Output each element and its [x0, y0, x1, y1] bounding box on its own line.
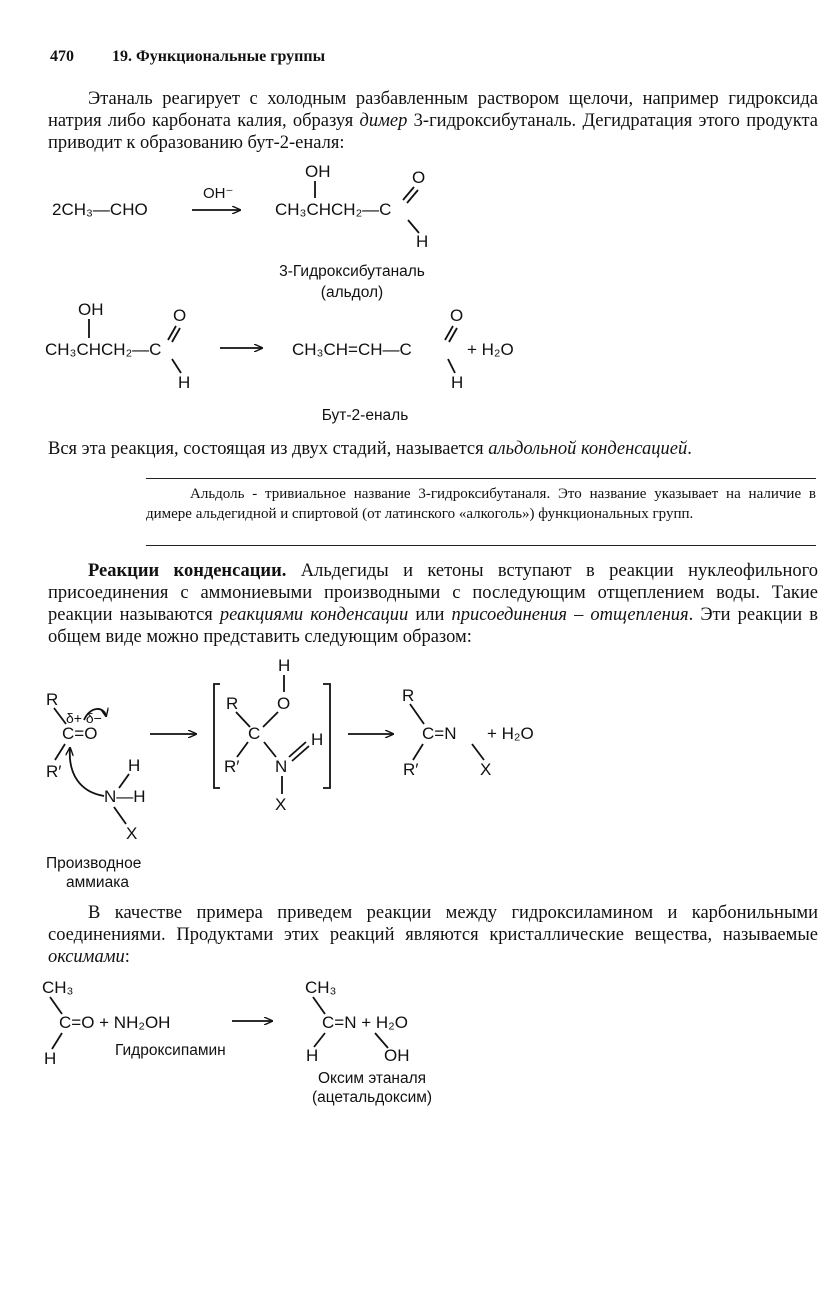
scheme3-caption-line1: Производное	[46, 855, 142, 872]
scheme3-inter-c: C	[248, 724, 261, 743]
scheme3-inter-nh-bond-b	[292, 746, 309, 761]
scheme3-prod-rp-bond	[413, 744, 423, 760]
scheme4-ch3-left: CH₃	[42, 978, 74, 997]
scheme2-ch1-bond	[172, 359, 181, 373]
scheme3-right-bracket	[323, 684, 330, 788]
scheme4-oxime: C=N + H₂O	[322, 1013, 408, 1032]
scheme1-reactant: 2CH₃—CHO	[52, 200, 148, 219]
page-number: 470	[50, 48, 74, 65]
scheme3-inter-nh-bond-a	[289, 742, 306, 757]
scheme4-caption-name: Оксим этаналя	[317, 1070, 427, 1087]
scheme3-prod-nx-bond	[472, 744, 484, 760]
scheme4-ch3-bond-right	[313, 997, 325, 1014]
scheme2-o2: O	[450, 306, 464, 325]
scheme3-inter-r: R	[226, 694, 239, 713]
scheme4-oh: OH	[384, 1046, 410, 1065]
scheme3-prod-r-bond	[410, 704, 424, 724]
scheme4-ch3-right: CH₃	[305, 978, 337, 997]
scheme3-inter-r-prime: R′	[224, 757, 240, 776]
scheme1-h: H	[416, 232, 429, 251]
scheme3-electron-arrow-attack	[70, 748, 104, 796]
scheme3-amine-x: X	[126, 824, 138, 843]
para3-term-condensation: реакциями конденсации	[219, 605, 409, 625]
para1-text-a: Этаналь реагирует с холодным разбавленным раствором щелочи, например гидроксида натрия либо карбоната калия, образуя	[48, 89, 818, 131]
scheme3-prod-cn: C=N	[422, 724, 457, 743]
scheme2-caption: Бут-2-еналь	[321, 407, 409, 424]
scheme3-charges: δ+ δ−	[66, 710, 102, 726]
scheme3-inter-n: N	[275, 757, 288, 776]
scheme4-h-bond-right	[314, 1033, 325, 1047]
scheme4-noh-bond	[375, 1033, 388, 1048]
scheme1-caption-name: 3-Гидроксибутаналь	[279, 263, 425, 280]
para3-text-c: . Эти реакции в общем виде можно представить следующим образом:	[48, 605, 818, 647]
scheme3-inter-rp-bond	[237, 742, 248, 757]
scheme3-prod-r-prime: R′	[403, 760, 419, 779]
scheme2-h2: H	[451, 373, 464, 392]
scheme1-chain: CH₃CHCH₂—C	[275, 200, 392, 219]
chapter-title: 19. Функциональные группы	[112, 48, 326, 65]
para3-text-a: Альдегиды и кетоны вступают в реакции нуклеофильного присоединения с аммониевыми производными с последующим отщеплением воды. Такие реакции называются	[48, 561, 818, 625]
scheme3-inter-n-bond	[264, 742, 276, 757]
scheme3-nx-bond	[114, 807, 126, 824]
para3-text-b: или	[408, 605, 452, 625]
scheme1-reagent: OH⁻	[203, 185, 234, 202]
scheme4-h-bond-left	[52, 1033, 62, 1049]
scheme1-oh: OH	[305, 162, 331, 181]
scheme3-amine-nh: N—H	[104, 787, 146, 806]
scheme3-inter-r-bond	[236, 712, 250, 727]
scheme4-h-left: H	[44, 1049, 57, 1068]
scheme3-r: R	[46, 690, 59, 709]
scheme3-amine-h-top: H	[128, 756, 141, 775]
scheme2-chain1: CH₃CHCH₂—C	[45, 340, 162, 359]
scheme3-inter-o: O	[277, 694, 291, 713]
scheme2-o1: O	[173, 306, 187, 325]
para2-text-a: Вся эта реакция, состоящая из двух стадий, называется	[48, 439, 489, 459]
para2-text-b: .	[687, 439, 692, 459]
scheme2-water: + H₂O	[467, 340, 514, 359]
scheme3-r-prime: R′	[46, 762, 62, 781]
scheme3-inter-x: X	[275, 795, 287, 814]
scheme1-ch-bond	[408, 220, 419, 233]
scheme3-rprime-bond	[55, 744, 65, 760]
scheme3-caption-line2: аммиака	[66, 874, 129, 891]
para1-term-dimer: димер	[359, 111, 408, 131]
para1-text-b: 3-гидроксибутаналь. Дегидратация этого продукта приводит к образованию бут-2-еналя:	[48, 111, 818, 153]
scheme4-ch3-bond-left	[50, 997, 62, 1014]
scheme4-carbonyl: C=O + NH₂OH	[59, 1013, 171, 1032]
scheme4-caption-trivial: (ацетальдоксим)	[311, 1089, 433, 1106]
scheme3-left-bracket	[214, 684, 220, 788]
scheme2-ch2-bond	[448, 359, 455, 373]
scheme3-prod-water: + H₂O	[487, 724, 534, 743]
note-text: Альдоль - тривиальное название 3-гидроксибутаналя. Это название указывает на наличие в димере альдегидной и спиртовой (от латинского «алкоголь») функциональных групп.	[146, 486, 816, 522]
scheme3-r-bond	[54, 708, 66, 724]
scheme3-prod-r: R	[402, 686, 415, 705]
scheme4-h-right: H	[306, 1046, 319, 1065]
scheme3-carbonyl: C=O	[62, 724, 98, 743]
para4-text-a: В качестве примера приведем реакции между гидроксиламином и карбонильными соединениями. Продуктами этих реакций являются кристаллические вещества, называемые	[48, 903, 818, 945]
scheme3-inter-o-bond	[263, 712, 278, 727]
scheme4-reagent-caption: Гидроксипамин	[115, 1042, 226, 1059]
scheme3-inter-h2: H	[311, 730, 324, 749]
para2-term: альдольной конденсацией	[488, 439, 688, 459]
scheme3-electron-arrow-co	[84, 709, 106, 720]
para4-term-oximes: оксимами	[48, 947, 125, 967]
scheme2-oh: OH	[78, 300, 104, 319]
scheme2-chain2: CH₃CH=CH—C	[292, 340, 412, 359]
scheme3-prod-x: X	[480, 760, 492, 779]
scheme2-h1: H	[178, 373, 191, 392]
para3-term-addition: присоединения – отщепления	[451, 605, 689, 625]
scheme3-nh-top-bond	[119, 774, 129, 788]
scheme3-inter-h: H	[278, 656, 291, 675]
para3-heading: Реакции конденсации.	[88, 561, 287, 581]
scheme1-caption-trivial: (альдол)	[320, 284, 384, 301]
para4-text-b: :	[124, 947, 130, 967]
scheme1-o: O	[412, 168, 426, 187]
